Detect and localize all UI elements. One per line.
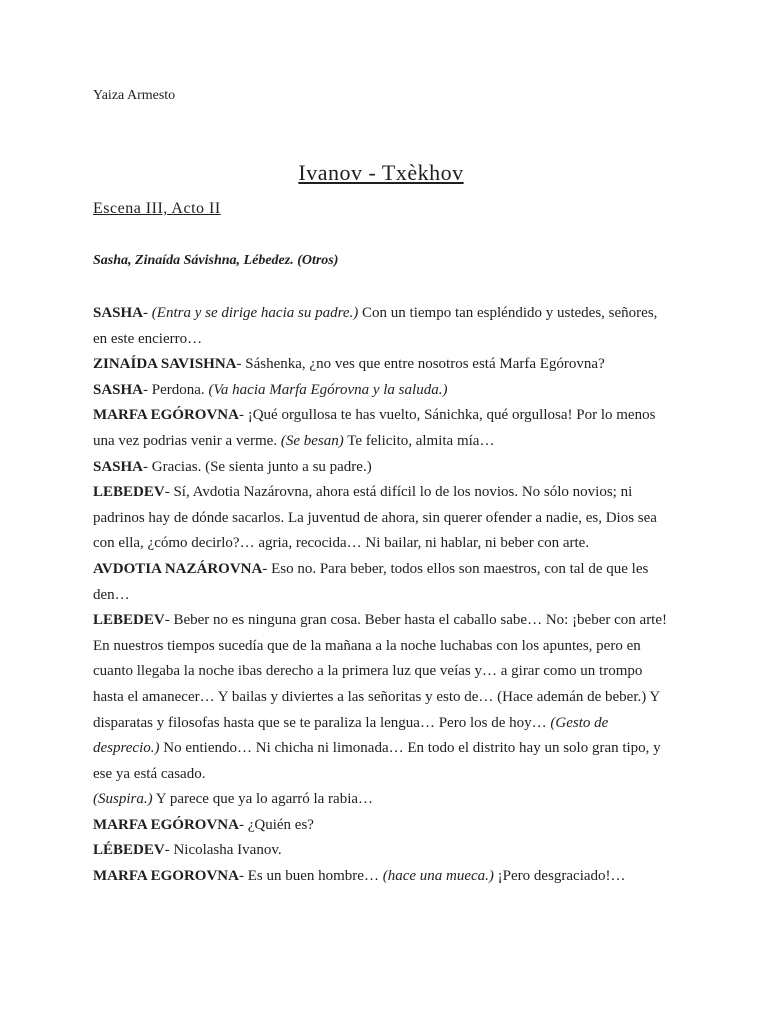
speaker-separator: - [262, 560, 272, 577]
dialogue-text: Gracias. (Se sienta junto a su padre.) [151, 458, 372, 475]
stage-direction: (Entra y se dirige hacia su padre.) [151, 305, 359, 321]
speaker-name: ZINAÍDA SAVISHNA [93, 356, 237, 373]
dialogue-line [93, 301, 675, 352]
speaker-name: LÉBEDEV [93, 842, 165, 859]
speaker-separator: - [238, 816, 248, 833]
characters-line: Sasha, Zinaída Sávishna, Lébedez. (Otros) [93, 253, 339, 268]
author-name: Yaiza Armesto [93, 88, 176, 103]
speaker-name: LEBEDEV [93, 612, 165, 629]
document-title: Ivanov - Txèkhov [298, 160, 464, 185]
speaker-name: SASHA [93, 458, 144, 475]
dialogue-line [93, 480, 675, 557]
speaker-separator: - [143, 305, 152, 321]
speaker-separator: - [164, 612, 174, 629]
speaker-name: LEBEDEV [93, 484, 165, 501]
dialogue-text: ¡Pero desgraciado!… [493, 868, 626, 885]
speaker-separator: - [164, 842, 174, 859]
speaker-separator: - [164, 484, 174, 501]
dialogue-body [93, 301, 675, 890]
dialogue-text: Nicolasha Ivanov. [173, 842, 282, 859]
dialogue-text: ¡Qué orgullosa te has vuelto, Sánichka, qué orgullosa! Por lo menos una vez podrias venir a verme. [93, 407, 656, 449]
stage-direction: (Gesto de desprecio.) [93, 714, 609, 757]
speaker-name: MARFA EGÓROVNA [93, 816, 239, 833]
dialogue-line [93, 378, 675, 404]
speaker-name: SASHA [93, 305, 144, 321]
speaker-name: MARFA EGOROVNA [93, 868, 239, 885]
dialogue-text: Beber no es ninguna gran cosa. Beber hasta el caballo sabe… No: ¡beber con arte! En nuestros tiempos sucedía que de la mañana a la noche luchabas con los apuntes, pero en cuanto llegaba la noche ibas derecho a la primera luz que veías y… a girar como un trompo hasta el amanecer… Y bailas y diviertes a las señoritas y esto de… (Hace ademán de beber.) Y disparatas y filosofas hasta que se te paraliza la lengua… Pero los de hoy… [93, 612, 668, 731]
speaker-separator: - [236, 356, 246, 373]
stage-direction: (Suspira.) [93, 791, 153, 808]
scene-heading: Escena III, Acto II [93, 200, 221, 217]
dialogue-text: Con un tiempo tan espléndido y ustedes, señores, en este encierro… [93, 305, 658, 347]
speaker-separator: - [238, 407, 248, 424]
speaker-separator: - [238, 868, 248, 885]
stage-direction: (Se besan) [280, 432, 344, 449]
dialogue-line [93, 813, 675, 839]
dialogue-text: Sí, Avdotia Nazárovna, ahora está difícil lo de los novios. No sólo novios; ni padrinos hay de dónde sacarlos. La juventud de ahora, sin querer ofender a nadie, es, Dios sea con ella, ¿cómo decirlo?… agria, recocida… Ni bailar, ni hablar, ni beber con arte. [93, 484, 657, 552]
speaker-name: MARFA EGÓROVNA [93, 407, 239, 424]
dialogue-line [93, 455, 675, 481]
dialogue-text: No entiendo… Ni chicha ni limonada… En todo el distrito hay un solo gran tipo, y ese ya está casado. [93, 740, 661, 782]
dialogue-text: Te felicito, almita mía… [343, 432, 495, 449]
dialogue-text: Eso no. Para beber, todos ellos son maestros, con tal de que les den… [93, 560, 649, 603]
dialogue-line [93, 608, 675, 787]
dialogue-text: Y parece que ya lo agarró la rabia… [152, 791, 374, 808]
dialogue-line [93, 838, 675, 864]
dialogue-text: Sáshenka, ¿no ves que entre nosotros está Marfa Egórovna? [245, 356, 605, 373]
stage-direction: (hace una mueca.) [382, 868, 494, 885]
speaker-name: AVDOTIA NAZÁROVNA [93, 560, 263, 577]
dialogue-text: Es un buen hombre… [247, 868, 383, 885]
speaker-separator: - [143, 381, 152, 398]
dialogue-line [93, 403, 675, 454]
dialogue-text: Perdona. [151, 381, 209, 398]
dialogue-text: ¿Quién es? [247, 816, 314, 833]
dialogue-line [93, 864, 675, 890]
speaker-name: SASHA [93, 381, 144, 398]
dialogue-line [93, 557, 675, 608]
stage-direction: (Va hacia Marfa Egórovna y la saluda.) [208, 381, 448, 398]
dialogue-line [93, 352, 675, 378]
speaker-separator: - [143, 458, 152, 475]
dialogue-line [93, 787, 675, 813]
